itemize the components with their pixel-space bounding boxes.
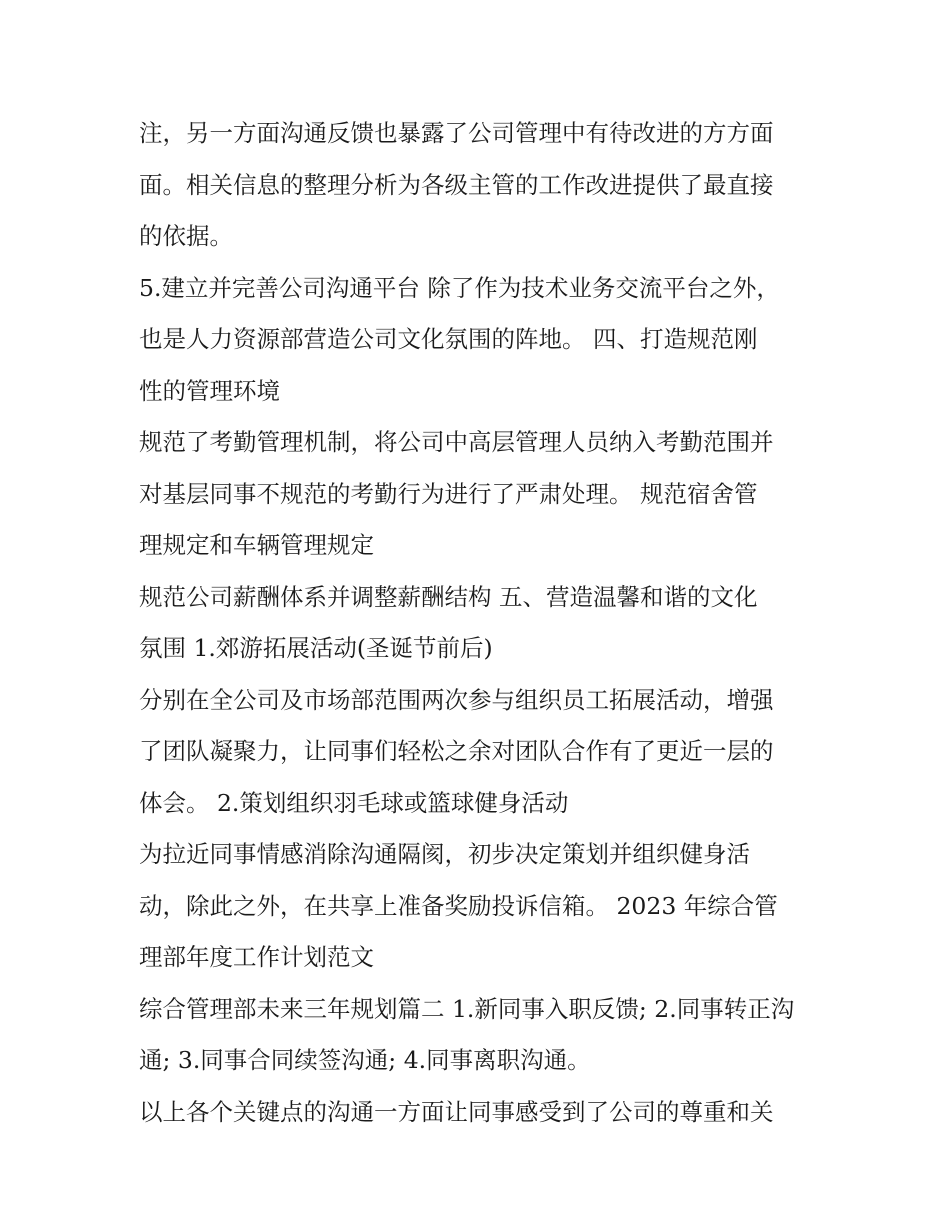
text-line: 以上各个关键点的沟通一方面让同事感受到了公司的尊重和关 <box>139 1097 774 1126</box>
text-line: 氛围 1.郊游拓展活动(圣诞节前后) <box>139 634 493 662</box>
text-line: 5.建立并完善公司沟通平台 除了作为技术业务交流平台之外， <box>139 273 780 302</box>
text-line: 综合管理部未来三年规划篇二 1.新同事入职反馈; 2.同事转正沟 <box>139 994 795 1023</box>
text-line: 理规定和车辆管理规定 <box>139 531 374 559</box>
text-line: 为拉近同事情感消除沟通隔阂，初步决定策划并组织健身活 <box>139 840 750 868</box>
text-line: 理部年度工作计划范文 <box>139 943 374 971</box>
body-text <box>139 108 819 1138</box>
text-line: 分别在全公司及市场部范围两次参与组织员工拓展活动，增强 <box>139 685 774 714</box>
text-line: 注，另一方面沟通反馈也暴露了公司管理中有待改进的方方面 <box>139 119 774 147</box>
text-line: 通; 3.同事合同续签沟通; 4.同事离职沟通。 <box>139 1046 591 1074</box>
text-line: 规范了考勤管理机制，将公司中高层管理人员纳入考勤范围并 <box>139 428 774 456</box>
text-line: 了团队凝聚力，让同事们轻松之余对团队合作有了更近一层的 <box>139 737 774 765</box>
text-line: 规范公司薪酬体系并调整薪酬结构 五、营造温馨和谐的文化 <box>139 582 758 611</box>
text-line: 体会。 2.策划组织羽毛球或篮球健身活动 <box>139 788 569 817</box>
text-line: 对基层同事不规范的考勤行为进行了严肃处理。 规范宿舍管 <box>139 479 758 508</box>
text-line: 也是人力资源部营造公司文化氛围的阵地。 四、打造规范刚 <box>139 325 758 353</box>
text-line: 面。相关信息的整理分析为各级主管的工作改进提供了最直接 <box>139 170 774 199</box>
text-line: 的依据。 <box>139 222 233 250</box>
text-line: 动，除此之外，在共享上准备奖励投诉信箱。 2023 年综合管 <box>139 891 778 920</box>
text-line: 性的管理环境 <box>139 376 280 405</box>
